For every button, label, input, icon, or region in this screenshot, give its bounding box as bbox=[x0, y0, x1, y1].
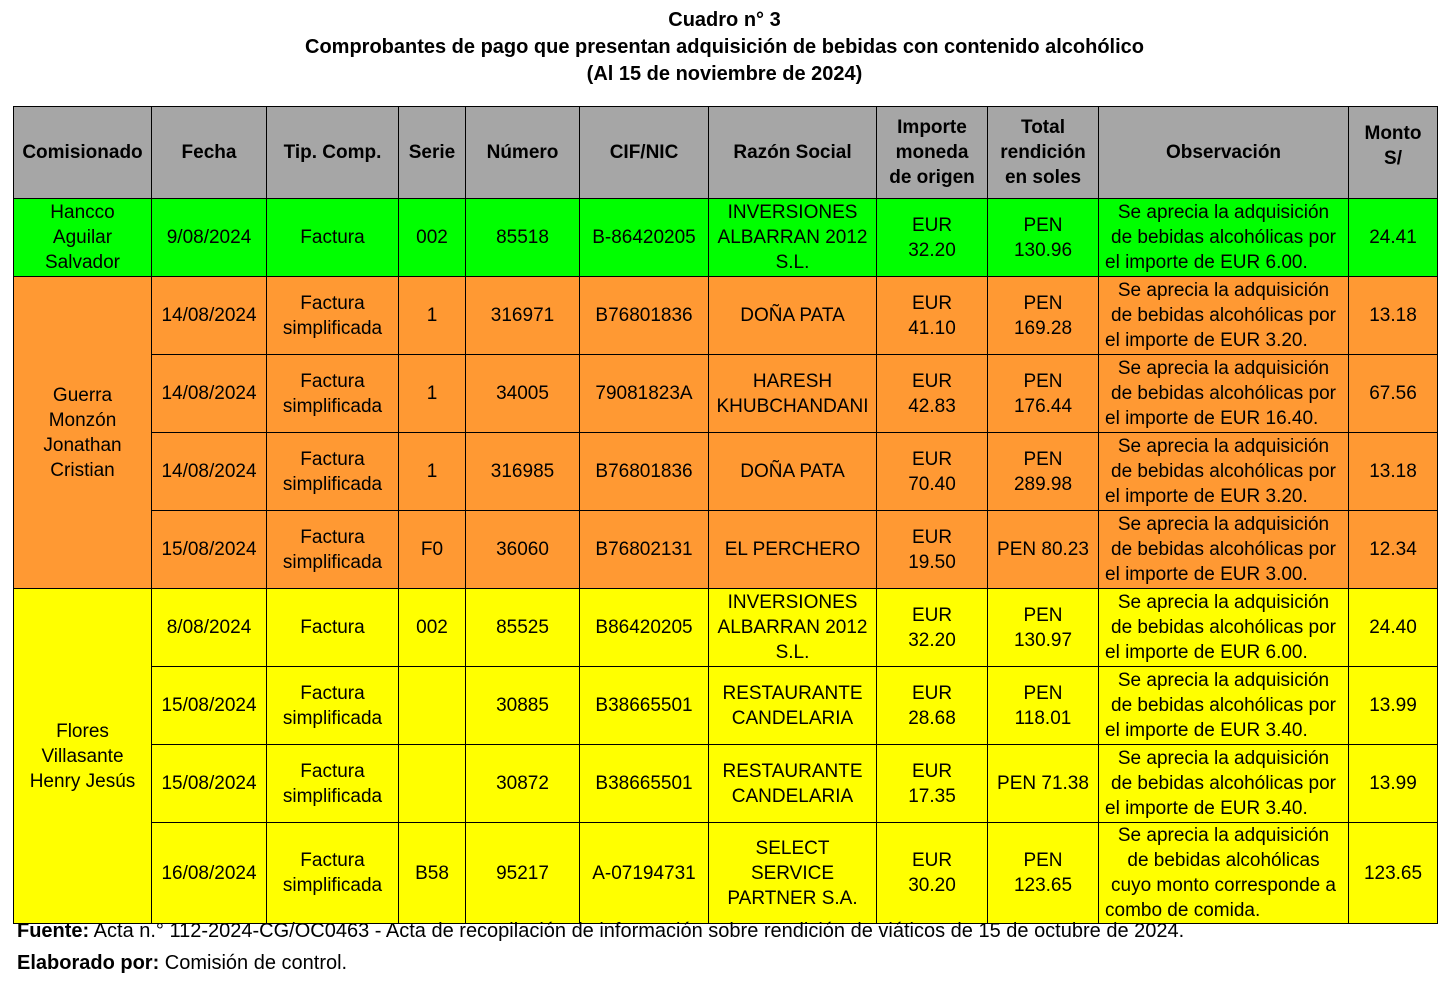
serie-cell: 1 bbox=[399, 433, 466, 511]
tipo-cell: Factura simplificada bbox=[267, 277, 399, 355]
monto-cell: 12.34 bbox=[1349, 511, 1438, 589]
author-text: Comisión de control. bbox=[159, 952, 348, 974]
razon-cell: HARESH KHUBCHANDANI bbox=[709, 355, 877, 433]
observacion-cell: Se aprecia la adquisición de bebidas alcohólicas por el importe de EUR 6.00. bbox=[1099, 199, 1349, 277]
importe-cell bbox=[877, 823, 988, 924]
importe-amount: 17.35 bbox=[908, 785, 956, 807]
tipo-cell: Factura bbox=[267, 199, 399, 277]
table-row bbox=[14, 745, 1438, 823]
header-total bbox=[988, 107, 1099, 199]
header-cif: CIF/NIC bbox=[580, 107, 709, 199]
fecha-cell: 14/08/2024 bbox=[152, 277, 267, 355]
table-row bbox=[14, 433, 1438, 511]
header-monto-l2: S/ bbox=[1384, 148, 1402, 169]
numero-cell: 316985 bbox=[466, 433, 580, 511]
total-cell bbox=[988, 277, 1099, 355]
importe-currency: EUR bbox=[911, 526, 953, 548]
observacion-cell: Se aprecia la adquisición de bebidas alcohólicas por el importe de EUR 3.20. bbox=[1099, 277, 1349, 355]
monto-cell: 24.40 bbox=[1349, 589, 1438, 667]
razon-cell: RESTAURANTE CANDELARIA bbox=[709, 667, 877, 745]
total-line2: 130.96 bbox=[1013, 239, 1073, 261]
table-row bbox=[14, 511, 1438, 589]
importe-cell bbox=[877, 667, 988, 745]
cif-cell: B-86420205 bbox=[580, 199, 709, 277]
table-row bbox=[14, 277, 1438, 355]
source-note bbox=[17, 918, 1184, 944]
author-note bbox=[17, 950, 347, 976]
razon-cell: RESTAURANTE CANDELARIA bbox=[709, 745, 877, 823]
total-line2: 169.28 bbox=[1013, 317, 1073, 339]
table-row bbox=[14, 355, 1438, 433]
importe-amount: 19.50 bbox=[908, 551, 956, 573]
header-tipo: Tip. Comp. bbox=[267, 107, 399, 199]
numero-cell: 34005 bbox=[466, 355, 580, 433]
total-line1: PEN bbox=[1023, 370, 1063, 392]
numero-cell: 95217 bbox=[466, 823, 580, 924]
tipo-cell: Factura bbox=[267, 589, 399, 667]
importe-amount: 28.68 bbox=[908, 707, 956, 729]
monto-cell: 13.99 bbox=[1349, 745, 1438, 823]
observacion-cell: Se aprecia la adquisición de bebidas alcohólicas cuyo monto corresponde a combo de comida. bbox=[1099, 823, 1349, 924]
importe-currency: EUR bbox=[911, 448, 953, 470]
header-serie: Serie bbox=[399, 107, 466, 199]
tipo-cell: Factura simplificada bbox=[267, 745, 399, 823]
importe-cell bbox=[877, 589, 988, 667]
header-row bbox=[14, 107, 1438, 199]
source-label: Fuente: bbox=[17, 920, 90, 942]
cif-cell: B38665501 bbox=[580, 667, 709, 745]
cif-cell: B76801836 bbox=[580, 433, 709, 511]
serie-cell: 002 bbox=[399, 589, 466, 667]
total-line1: PEN bbox=[1023, 682, 1063, 704]
serie-cell: 1 bbox=[399, 277, 466, 355]
cif-cell: A-07194731 bbox=[580, 823, 709, 924]
serie-cell bbox=[399, 667, 466, 745]
total-line2: 130.97 bbox=[1013, 629, 1073, 651]
total-cell bbox=[988, 823, 1099, 924]
caption-date: (Al 15 de noviembre de 2024) bbox=[586, 63, 863, 85]
cif-cell: B38665501 bbox=[580, 745, 709, 823]
header-importe-l2: moneda bbox=[895, 142, 969, 163]
header-fecha: Fecha bbox=[152, 107, 267, 199]
comisionado-cell: Flores Villasante Henry Jesús bbox=[14, 589, 152, 924]
fecha-cell: 16/08/2024 bbox=[152, 823, 267, 924]
total-cell bbox=[988, 511, 1099, 589]
fecha-cell: 14/08/2024 bbox=[152, 355, 267, 433]
total-cell bbox=[988, 745, 1099, 823]
total-cell bbox=[988, 355, 1099, 433]
monto-cell: 13.99 bbox=[1349, 667, 1438, 745]
monto-cell: 13.18 bbox=[1349, 277, 1438, 355]
fecha-cell: 15/08/2024 bbox=[152, 745, 267, 823]
importe-currency: EUR bbox=[911, 292, 953, 314]
importe-cell bbox=[877, 199, 988, 277]
total-line1: PEN bbox=[1023, 850, 1063, 871]
cif-cell: 79081823A bbox=[580, 355, 709, 433]
header-importe bbox=[877, 107, 988, 199]
table-row bbox=[14, 199, 1438, 277]
razon-cell: EL PERCHERO bbox=[709, 511, 877, 589]
header-importe-l1: Importe bbox=[897, 117, 967, 138]
table-row bbox=[14, 823, 1438, 924]
razon-cell: INVERSIONES ALBARRAN 2012 S.L. bbox=[709, 589, 877, 667]
total-cell bbox=[988, 667, 1099, 745]
importe-amount: 42.83 bbox=[908, 395, 956, 417]
observacion-cell: Se aprecia la adquisición de bebidas alcohólicas por el importe de EUR 6.00. bbox=[1099, 589, 1349, 667]
cif-cell: B86420205 bbox=[580, 589, 709, 667]
tipo-cell: Factura simplificada bbox=[267, 667, 399, 745]
caption-title: Comprobantes de pago que presentan adquisición de bebidas con contenido alcohólico bbox=[305, 36, 1144, 58]
comisionado-cell: Guerra Monzón Jonathan Cristian bbox=[14, 277, 152, 589]
numero-cell: 30872 bbox=[466, 745, 580, 823]
total-line1: PEN bbox=[1023, 292, 1063, 314]
serie-cell: 002 bbox=[399, 199, 466, 277]
serie-cell: 1 bbox=[399, 355, 466, 433]
observacion-cell: Se aprecia la adquisición de bebidas alcohólicas por el importe de EUR 3.00. bbox=[1099, 511, 1349, 589]
cif-cell: B76801836 bbox=[580, 277, 709, 355]
tipo-cell: Factura simplificada bbox=[267, 433, 399, 511]
fecha-cell: 14/08/2024 bbox=[152, 433, 267, 511]
total-line1: PEN bbox=[1023, 214, 1063, 236]
importe-amount: 30.20 bbox=[908, 875, 956, 896]
razon-cell: DOÑA PATA bbox=[709, 277, 877, 355]
monto-cell: 67.56 bbox=[1349, 355, 1438, 433]
header-total-l2: rendición bbox=[1000, 142, 1086, 163]
serie-cell bbox=[399, 745, 466, 823]
importe-currency: EUR bbox=[911, 214, 953, 236]
razon-cell: SELECT SERVICE PARTNER S.A. bbox=[709, 823, 877, 924]
monto-cell: 24.41 bbox=[1349, 199, 1438, 277]
header-comisionado: Comisionado bbox=[14, 107, 152, 199]
importe-currency: EUR bbox=[911, 682, 953, 704]
fecha-cell: 15/08/2024 bbox=[152, 667, 267, 745]
importe-cell bbox=[877, 355, 988, 433]
importe-currency: EUR bbox=[911, 370, 953, 392]
serie-cell: B58 bbox=[399, 823, 466, 924]
table-row bbox=[14, 589, 1438, 667]
importe-currency: EUR bbox=[911, 850, 953, 871]
fecha-cell: 15/08/2024 bbox=[152, 511, 267, 589]
header-total-l3: en soles bbox=[1004, 167, 1082, 188]
header-importe-l3: de origen bbox=[889, 167, 975, 188]
header-monto bbox=[1349, 107, 1438, 199]
table-row bbox=[14, 667, 1438, 745]
comisionado-cell: Hancco Aguilar Salvador bbox=[14, 199, 152, 277]
header-observacion: Observación bbox=[1099, 107, 1349, 199]
importe-cell bbox=[877, 433, 988, 511]
serie-cell: F0 bbox=[399, 511, 466, 589]
receipts-table bbox=[13, 106, 1438, 924]
total-line2: 289.98 bbox=[1013, 473, 1073, 495]
importe-cell bbox=[877, 745, 988, 823]
importe-currency: EUR bbox=[911, 760, 953, 782]
fecha-cell: 9/08/2024 bbox=[152, 199, 267, 277]
caption-number: Cuadro n° 3 bbox=[668, 9, 781, 31]
author-label: Elaborado por: bbox=[17, 952, 160, 974]
monto-cell: 123.65 bbox=[1349, 823, 1438, 924]
total-line1: PEN bbox=[1023, 448, 1063, 470]
observacion-cell: Se aprecia la adquisición de bebidas alcohólicas por el importe de EUR 3.40. bbox=[1099, 667, 1349, 745]
importe-currency: EUR bbox=[911, 604, 953, 626]
total-line2: 123.65 bbox=[1013, 875, 1073, 896]
numero-cell: 85518 bbox=[466, 199, 580, 277]
total-line1: PEN 71.38 bbox=[997, 773, 1089, 794]
monto-cell: 13.18 bbox=[1349, 433, 1438, 511]
source-text: Acta n.° 112-2024-CG/OC0463 - Acta de recopilación de información sobre rendición de viáticos de 15 de octubre de 2024. bbox=[89, 920, 1185, 942]
table-caption bbox=[0, 7, 1449, 88]
tipo-cell: Factura simplificada bbox=[267, 511, 399, 589]
tipo-cell: Factura simplificada bbox=[267, 355, 399, 433]
total-cell bbox=[988, 589, 1099, 667]
total-line2: 118.01 bbox=[1014, 707, 1072, 729]
observacion-cell: Se aprecia la adquisición de bebidas alcohólicas por el importe de EUR 3.40. bbox=[1099, 745, 1349, 823]
numero-cell: 36060 bbox=[466, 511, 580, 589]
importe-cell bbox=[877, 277, 988, 355]
total-line1: PEN bbox=[1023, 604, 1063, 626]
razon-cell: INVERSIONES ALBARRAN 2012 S.L. bbox=[709, 199, 877, 277]
numero-cell: 85525 bbox=[466, 589, 580, 667]
observacion-cell: Se aprecia la adquisición de bebidas alcohólicas por el importe de EUR 3.20. bbox=[1099, 433, 1349, 511]
total-cell bbox=[988, 433, 1099, 511]
importe-amount: 41.10 bbox=[908, 317, 956, 339]
observacion-cell: Se aprecia la adquisición de bebidas alcohólicas por el importe de EUR 16.40. bbox=[1099, 355, 1349, 433]
fecha-cell: 8/08/2024 bbox=[152, 589, 267, 667]
header-monto-l1: Monto bbox=[1364, 123, 1422, 144]
importe-amount: 32.20 bbox=[908, 629, 956, 651]
tipo-cell: Factura simplificada bbox=[267, 823, 399, 924]
importe-amount: 70.40 bbox=[908, 473, 956, 495]
cif-cell: B76802131 bbox=[580, 511, 709, 589]
total-cell bbox=[988, 199, 1099, 277]
importe-amount: 32.20 bbox=[908, 239, 956, 261]
importe-cell bbox=[877, 511, 988, 589]
razon-cell: DOÑA PATA bbox=[709, 433, 877, 511]
header-total-l1: Total bbox=[1021, 117, 1065, 138]
total-line2: 176.44 bbox=[1013, 395, 1073, 417]
header-numero: Número bbox=[466, 107, 580, 199]
header-razon: Razón Social bbox=[709, 107, 877, 199]
numero-cell: 30885 bbox=[466, 667, 580, 745]
numero-cell: 316971 bbox=[466, 277, 580, 355]
total-line1: PEN 80.23 bbox=[997, 539, 1089, 560]
